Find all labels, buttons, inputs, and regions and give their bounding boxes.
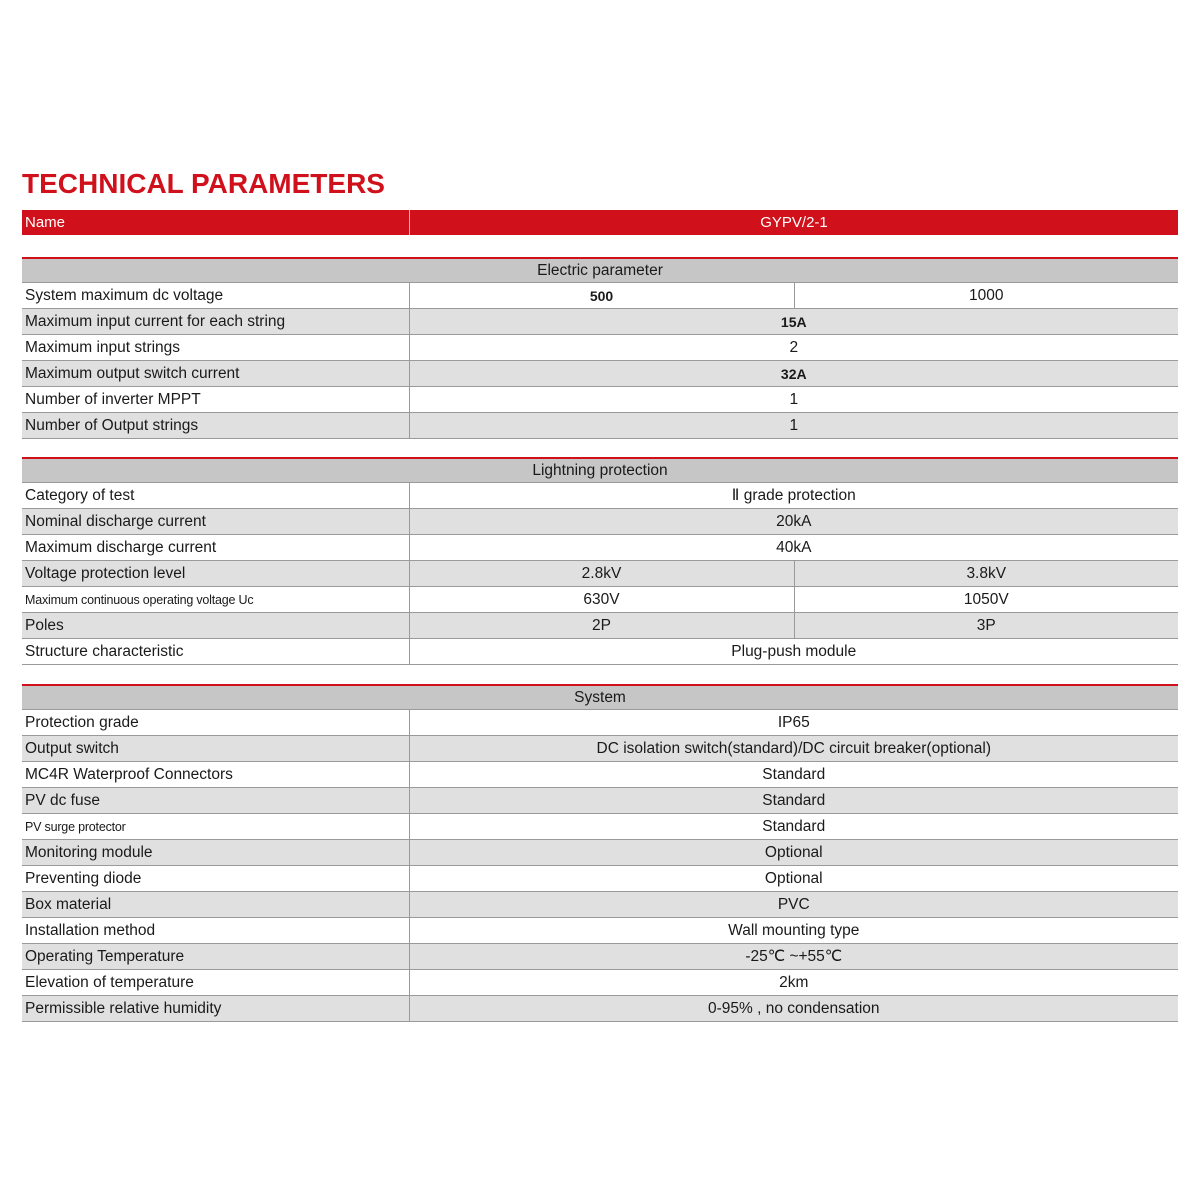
row-value: 3P bbox=[794, 613, 1178, 639]
row-value: 2P bbox=[409, 613, 794, 639]
table-row bbox=[22, 509, 1178, 535]
table-row bbox=[22, 840, 1178, 866]
table-row bbox=[22, 866, 1178, 892]
table-row bbox=[22, 309, 1178, 335]
table-row bbox=[22, 587, 1178, 613]
row-value: 2km bbox=[409, 970, 1178, 996]
row-label: Protection grade bbox=[22, 710, 409, 736]
row-label: Poles bbox=[22, 613, 409, 639]
row-label: Maximum discharge current bbox=[22, 535, 409, 561]
row-label: Box material bbox=[22, 892, 409, 918]
row-label: Maximum input strings bbox=[22, 335, 409, 361]
lightning-protection-table bbox=[22, 457, 1178, 665]
row-label: Elevation of temperature bbox=[22, 970, 409, 996]
section-header-label: Electric parameter bbox=[22, 258, 1178, 283]
row-value: 2 bbox=[409, 335, 1178, 361]
page-title: TECHNICAL PARAMETERS bbox=[22, 168, 385, 199]
table-row bbox=[22, 413, 1178, 439]
section-header-label: System bbox=[22, 685, 1178, 710]
row-value: 1000 bbox=[794, 283, 1178, 309]
row-value: 500 bbox=[409, 283, 794, 309]
model-name: GYPV/2-1 bbox=[760, 214, 828, 231]
row-label: Monitoring module bbox=[22, 840, 409, 866]
row-label: Maximum continuous operating voltage Uc bbox=[22, 587, 409, 613]
row-value: Standard bbox=[409, 788, 1178, 814]
row-value: 3.8kV bbox=[794, 561, 1178, 587]
row-value: 2.8kV bbox=[409, 561, 794, 587]
electric-parameter-table bbox=[22, 257, 1178, 439]
section-header-label: Lightning protection bbox=[22, 458, 1178, 483]
row-value: Standard bbox=[409, 762, 1178, 788]
row-label: Output switch bbox=[22, 736, 409, 762]
system-table bbox=[22, 684, 1178, 1022]
row-label: Number of inverter MPPT bbox=[22, 387, 409, 413]
table-row bbox=[22, 918, 1178, 944]
table-row bbox=[22, 387, 1178, 413]
row-value: DC isolation switch(standard)/DC circuit breaker(optional) bbox=[409, 736, 1178, 762]
row-label: Permissible relative humidity bbox=[22, 996, 409, 1022]
section-header bbox=[22, 458, 1178, 483]
table-row bbox=[22, 639, 1178, 665]
row-label: Installation method bbox=[22, 918, 409, 944]
row-value: 15A bbox=[409, 309, 1178, 335]
row-label: Number of Output strings bbox=[22, 413, 409, 439]
row-value: 32A bbox=[409, 361, 1178, 387]
row-value: 0-95% , no condensation bbox=[409, 996, 1178, 1022]
row-label: PV dc fuse bbox=[22, 788, 409, 814]
name-label: Name bbox=[25, 214, 66, 231]
row-value: IP65 bbox=[409, 710, 1178, 736]
table-row bbox=[22, 944, 1178, 970]
row-label: Structure characteristic bbox=[22, 639, 409, 665]
table-row bbox=[22, 561, 1178, 587]
row-label: Category of test bbox=[22, 483, 409, 509]
row-label: PV surge protector bbox=[22, 814, 409, 840]
table-row bbox=[22, 483, 1178, 509]
row-value: 40kA bbox=[409, 535, 1178, 561]
row-label: Maximum output switch current bbox=[22, 361, 409, 387]
row-value: Optional bbox=[409, 866, 1178, 892]
name-header-bar bbox=[22, 210, 1178, 235]
table-row bbox=[22, 335, 1178, 361]
section-header bbox=[22, 685, 1178, 710]
table-row bbox=[22, 788, 1178, 814]
table-row bbox=[22, 762, 1178, 788]
row-value: Plug-push module bbox=[409, 639, 1178, 665]
table-row bbox=[22, 710, 1178, 736]
row-value: 20kA bbox=[409, 509, 1178, 535]
row-value: Wall mounting type bbox=[409, 918, 1178, 944]
row-value: -25℃ ~+55℃ bbox=[409, 944, 1178, 970]
row-label: Voltage protection level bbox=[22, 561, 409, 587]
row-value: 630V bbox=[409, 587, 794, 613]
row-value: 1 bbox=[409, 387, 1178, 413]
row-label: Operating Temperature bbox=[22, 944, 409, 970]
table-row bbox=[22, 283, 1178, 309]
table-row bbox=[22, 892, 1178, 918]
table-row bbox=[22, 996, 1178, 1022]
row-label: System maximum dc voltage bbox=[22, 283, 409, 309]
table-row bbox=[22, 736, 1178, 762]
table-row bbox=[22, 613, 1178, 639]
table-row bbox=[22, 361, 1178, 387]
row-value: Standard bbox=[409, 814, 1178, 840]
table-row bbox=[22, 970, 1178, 996]
table-row bbox=[22, 535, 1178, 561]
table-row bbox=[22, 814, 1178, 840]
row-value: Ⅱ grade protection bbox=[409, 483, 1178, 509]
section-header bbox=[22, 258, 1178, 283]
row-label: Nominal discharge current bbox=[22, 509, 409, 535]
row-label: Maximum input current for each string bbox=[22, 309, 409, 335]
row-value: 1 bbox=[409, 413, 1178, 439]
row-label: Preventing diode bbox=[22, 866, 409, 892]
row-label: MC4R Waterproof Connectors bbox=[22, 762, 409, 788]
row-value: Optional bbox=[409, 840, 1178, 866]
row-value: PVC bbox=[409, 892, 1178, 918]
row-value: 1050V bbox=[794, 587, 1178, 613]
